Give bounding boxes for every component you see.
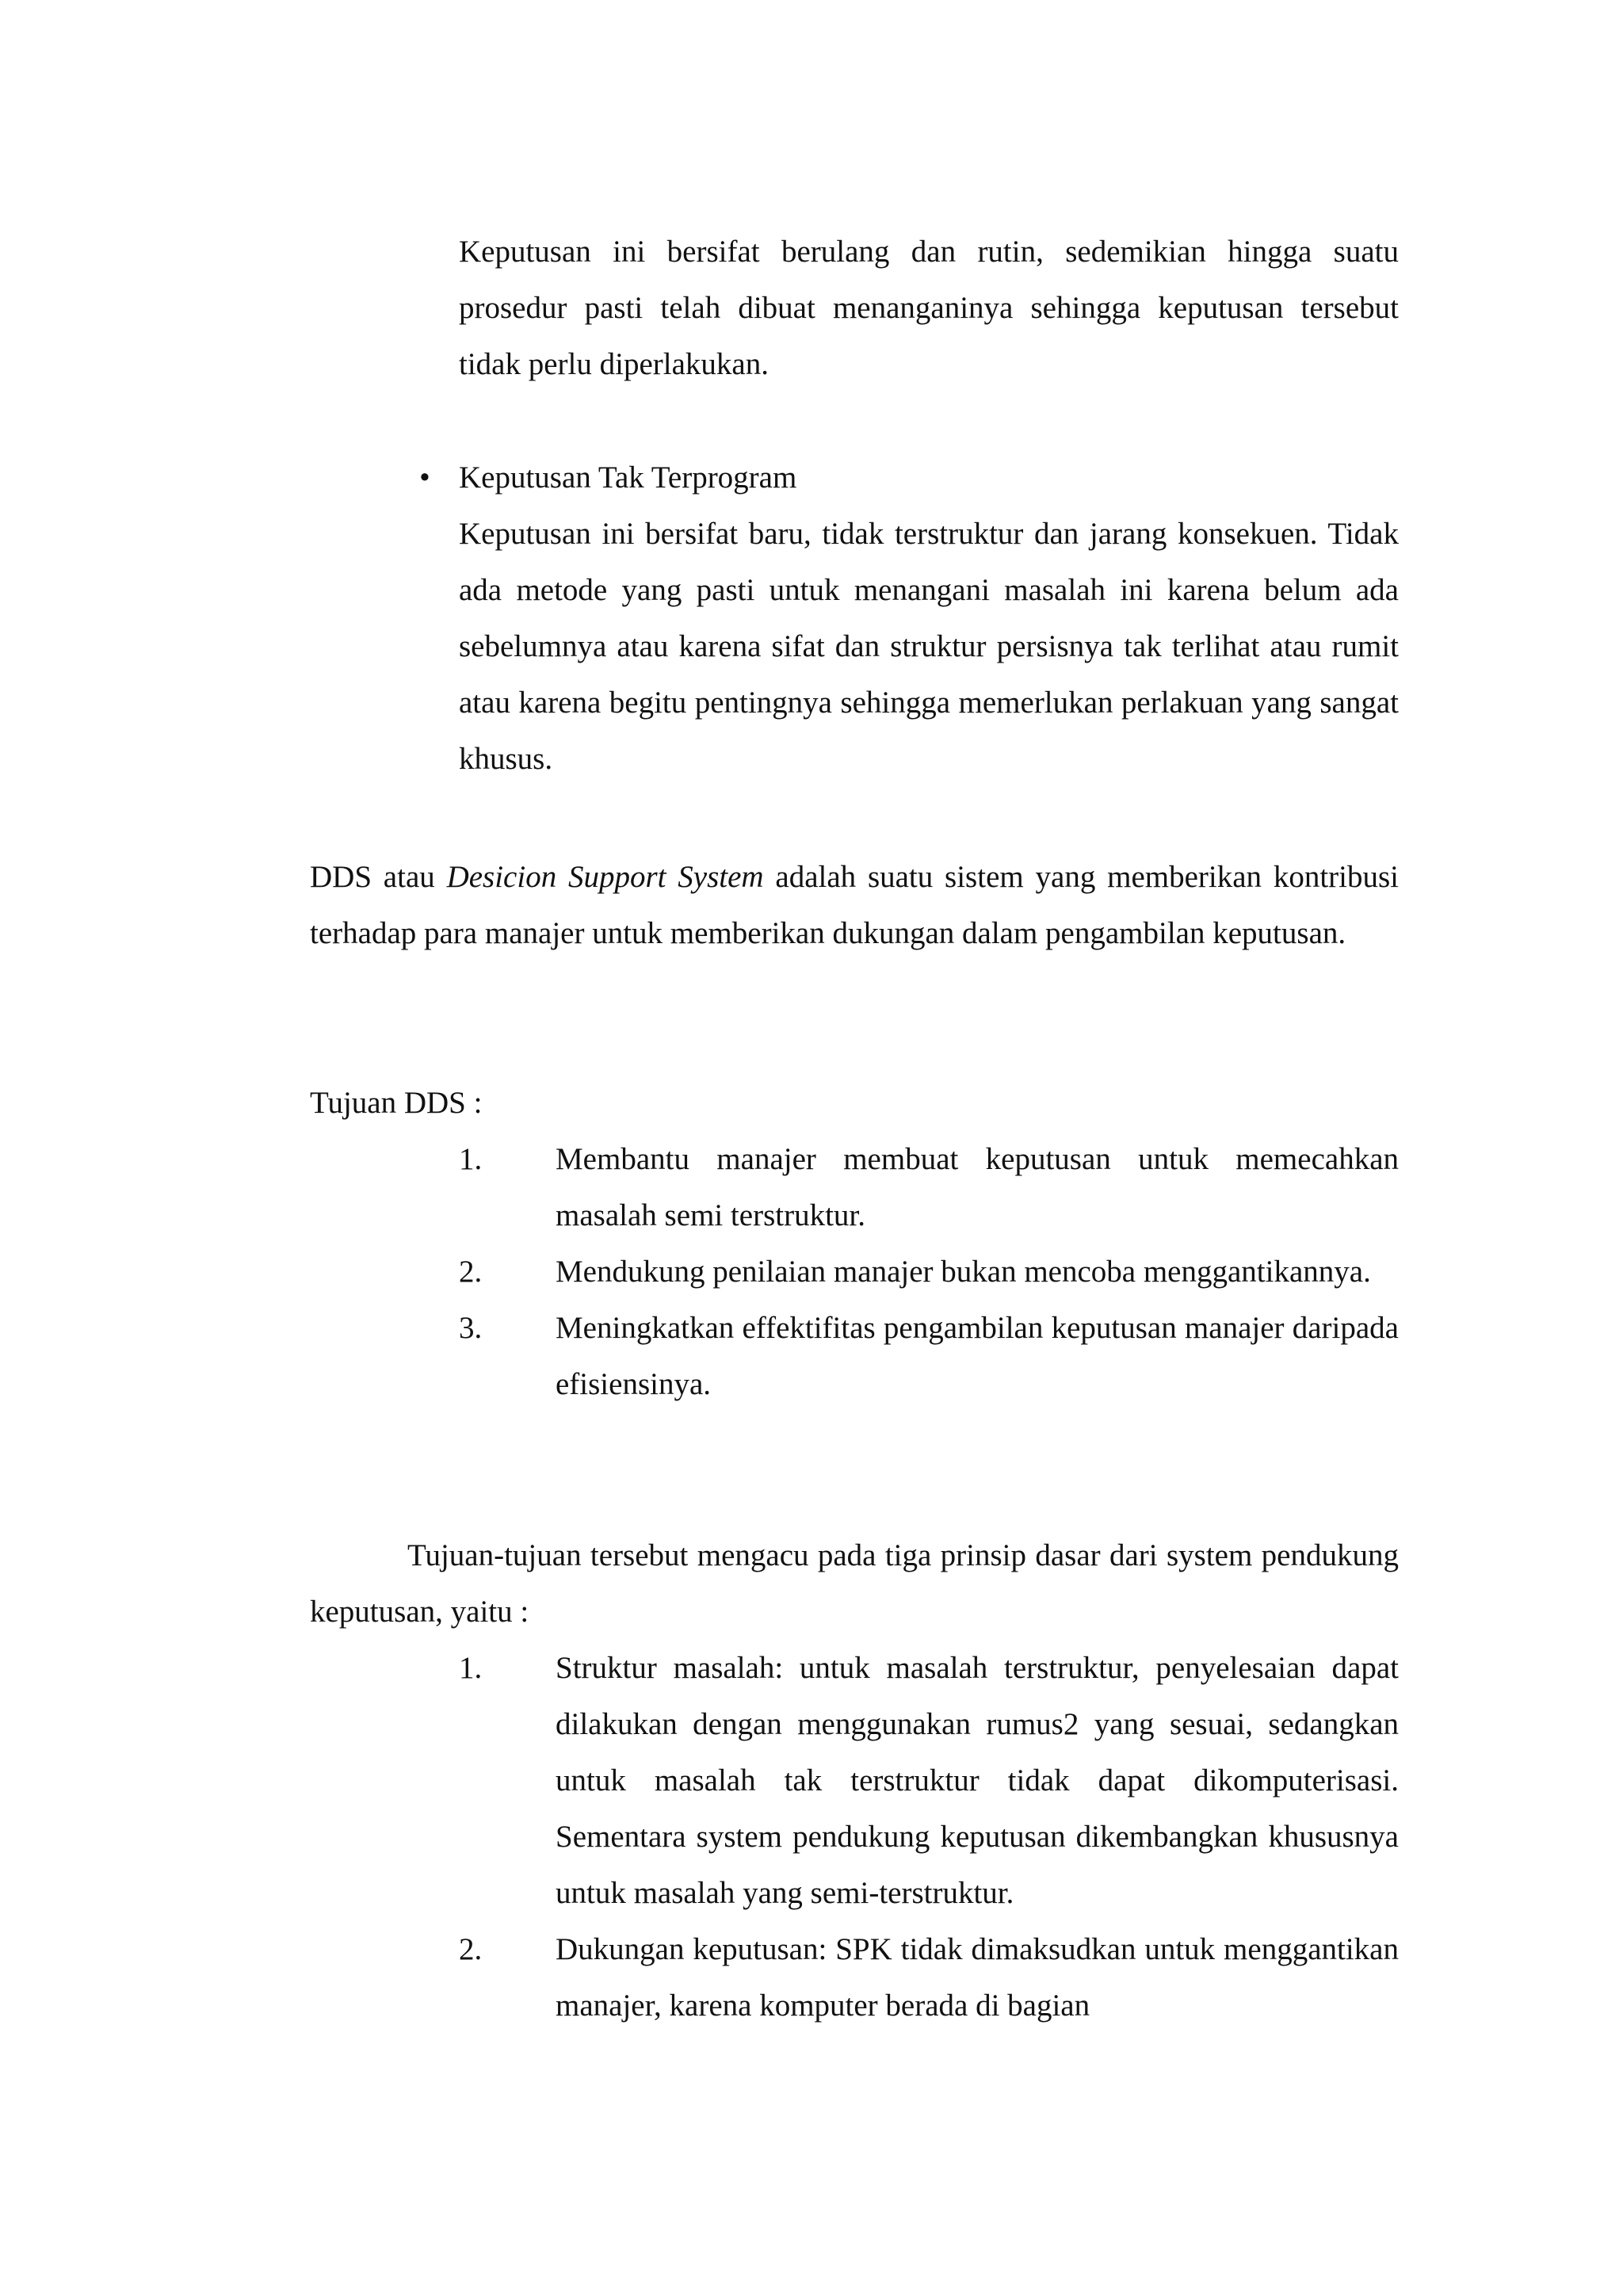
list-text: Meningkatkan effektifitas pengambilan keputusan manajer daripada efisiensinya. (556, 1311, 1399, 1401)
tujuan-heading: Tujuan DDS : (310, 1086, 483, 1120)
bullet-icon: • (419, 460, 430, 495)
list-number: 1. (459, 1651, 483, 1685)
bullet-title: Keputusan Tak Terprogram (459, 460, 797, 495)
list-number: 3. (459, 1311, 483, 1345)
list-number: 2. (459, 1255, 483, 1289)
paragraph-dds-definition (310, 849, 1399, 961)
list-item (459, 1921, 1399, 2034)
bullet-body: Keputusan ini bersifat baru, tidak terstruktur dan jarang konsekuen. Tidak ada metode yang pasti untuk menangani masalah ini karena belum ada sebelumnya atau karena sifat dan struktur persisnya tak terlihat atau rumit atau karena begitu pentingnya sehingga memerlukan perlakuan yang sangat khusus. (459, 517, 1399, 776)
list-number: 1. (459, 1142, 483, 1176)
list-item (459, 1640, 1399, 1921)
list-text: Struktur masalah: untuk masalah terstruktur, penyelesaian dapat dilakukan dengan menggunakan rumus2 yang sesuai, sedangkan untuk masalah tak terstruktur tidak dapat dikomputerisasi. Sementara system pendukung keputusan dikembangkan khususnya untuk masalah yang semi-terstruktur. (556, 1651, 1399, 1910)
tujuan-list (459, 1131, 1399, 1412)
list-item (459, 1244, 1399, 1300)
prinsip-list (459, 1640, 1399, 2034)
list-text: Dukungan keputusan: SPK tidak dimaksudkan untuk menggantikan manajer, karena komputer berada di bagian (556, 1932, 1399, 2023)
list-text: Mendukung penilaian manajer bukan mencoba menggantikannya. (556, 1255, 1371, 1289)
list-text: Membantu manajer membuat keputusan untuk memecahkan masalah semi terstruktur. (556, 1142, 1399, 1232)
paragraph-programmed-decision: Keputusan ini bersifat berulang dan rutin, sedemikian hingga suatu prosedur pasti telah dibuat menanganinya sehingga keputusan tersebut tidak perlu diperlakukan. (459, 235, 1399, 381)
dds-rest: adalah suatu sistem yang memberikan kontribusi terhadap para manajer untuk memberikan dukungan dalam pengambilan keputusan. (310, 860, 1399, 950)
list-number: 2. (459, 1932, 483, 1966)
list-item (459, 1300, 1399, 1412)
list-item (459, 1131, 1399, 1244)
bullet-item-unprogrammed-decision (419, 449, 1399, 787)
dds-italic-term: Desicion Support System (446, 860, 764, 894)
dds-lead: DDS atau (310, 860, 447, 894)
paragraph-prinsip-intro: Tujuan-tujuan tersebut mengacu pada tiga prinsip dasar dari system pendukung keputusan, yaitu : (310, 1538, 1399, 1629)
